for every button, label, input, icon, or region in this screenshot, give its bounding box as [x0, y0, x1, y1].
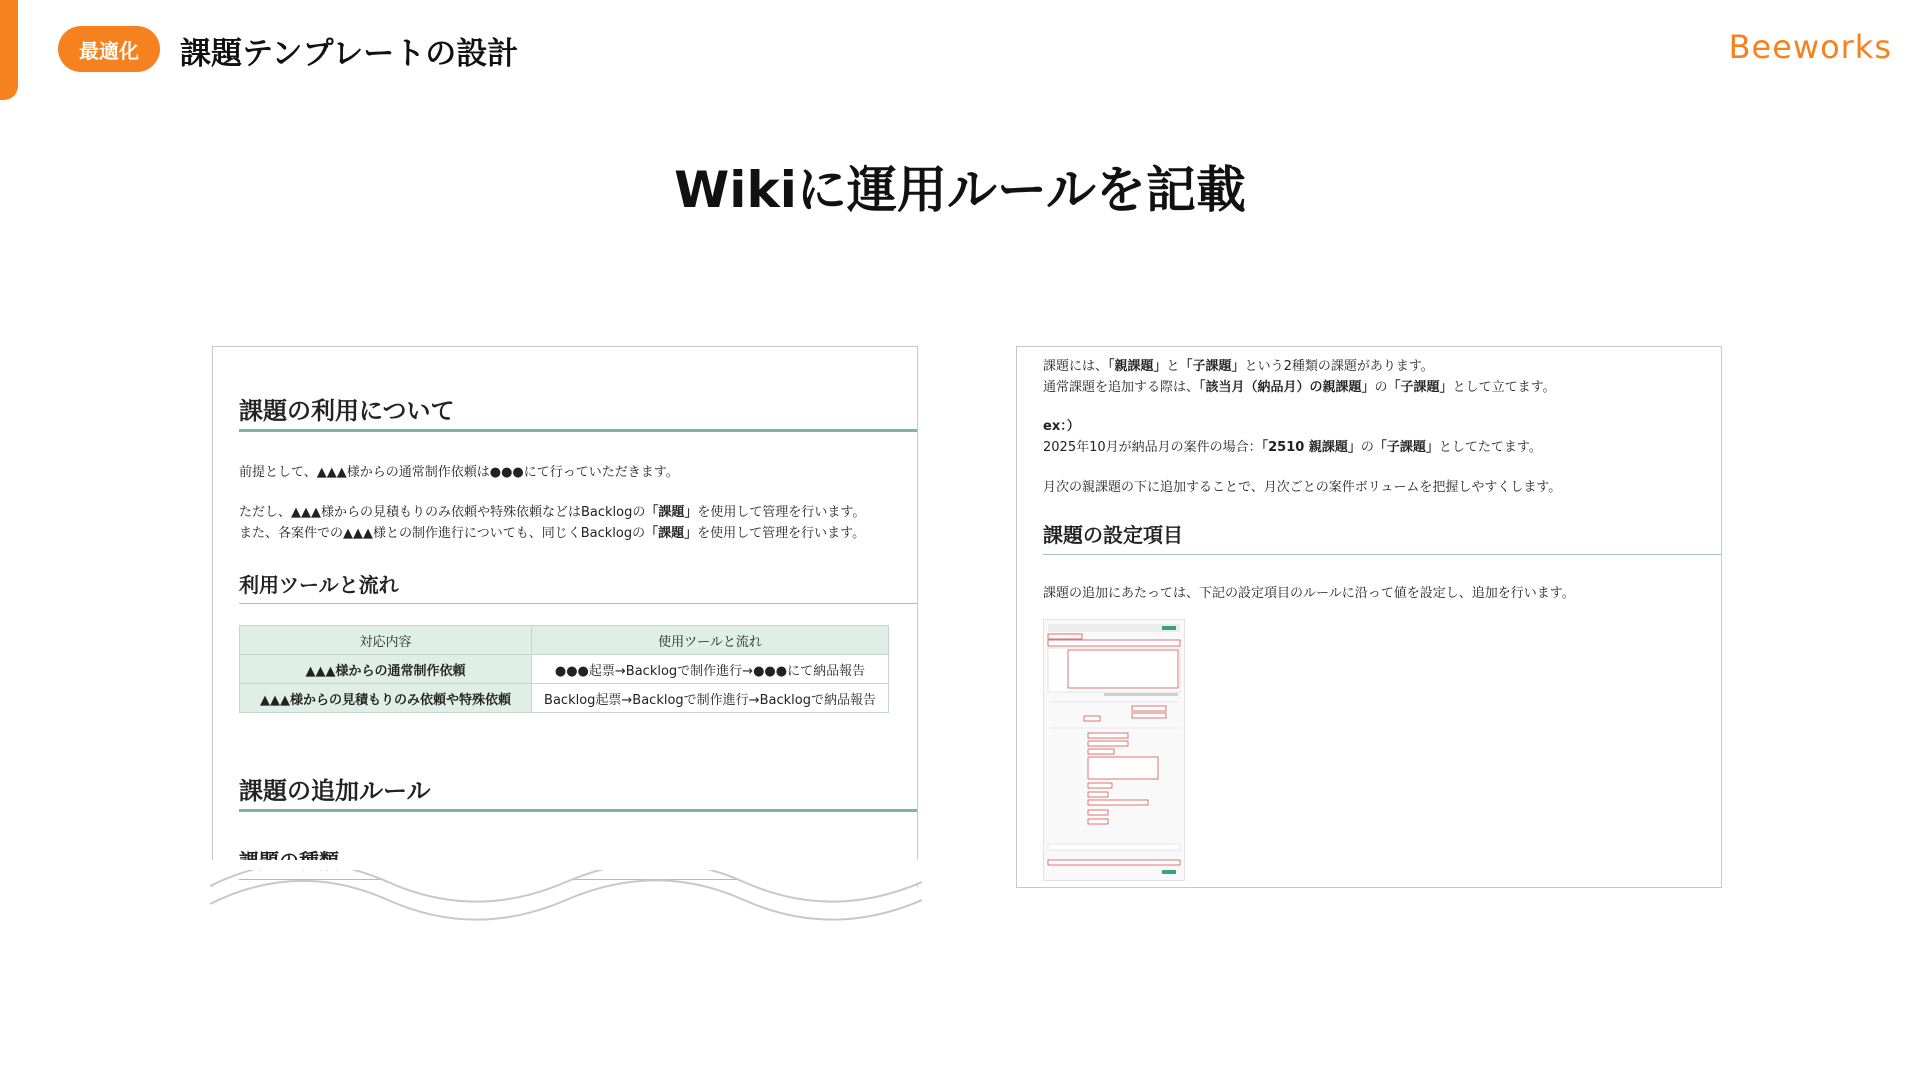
paragraph-monthly: 月次の親課題の下に追加することで、月次ごとの案件ボリュームを把握しやすくします。 — [1043, 480, 1562, 495]
heading-tools: 利用ツールと流れ — [239, 573, 399, 597]
table-row — [240, 655, 889, 684]
paragraph-add-rule: 通常課題を追加する際は、「該当月（納品月）の親課題」の「子課題」として立てます。 — [1043, 380, 1556, 395]
table-cell: ●●●起票→Backlogで制作進行→●●●にて納品報告 — [532, 655, 889, 684]
paragraph-premise: 前提として、▲▲▲様からの通常制作依頼は●●●にて行っていただきます。 — [239, 465, 679, 480]
table-cell: ▲▲▲様からの見積もりのみ依頼や特殊依頼 — [240, 684, 532, 713]
paragraph-issue-types: 課題には、「親課題」と「子課題」という2種類の課題があります。 — [1043, 359, 1434, 374]
wiki-excerpt-usage — [212, 346, 918, 887]
heading-usage: 課題の利用について — [239, 397, 455, 425]
table-cell: ▲▲▲様からの通常制作依頼 — [240, 655, 532, 684]
heading-settings: 課題の設定項目 — [1043, 523, 1183, 547]
divider — [239, 603, 917, 604]
beeworks-logo: Beeworks — [1728, 28, 1892, 66]
slide-main-heading: Wikiに運用ルールを記載 — [674, 161, 1246, 219]
divider — [239, 809, 917, 812]
example-label: ex：） — [1043, 419, 1080, 434]
issue-form-screenshot-thumbnail — [1043, 619, 1185, 881]
heading-add-rules: 課題の追加ルール — [239, 777, 431, 805]
table-row — [240, 684, 889, 713]
table-header-cell: 対応内容 — [240, 626, 532, 655]
divider — [239, 429, 917, 432]
form-mockup-graphic — [1044, 620, 1184, 880]
orange-tab-accent — [0, 0, 18, 100]
wiki-excerpt-settings — [1016, 346, 1722, 888]
divider — [1043, 554, 1721, 555]
tools-table — [239, 625, 889, 713]
paragraph-backlog-1: ただし、▲▲▲様からの見積もりのみ依頼や特殊依頼などはBacklogの「課題」を使用して管理を行います。 — [239, 505, 866, 520]
paragraph-example: 2025年10月が納品月の案件の場合：「2510 親課題」の「子課題」としてたてます。 — [1043, 440, 1542, 455]
wavy-cut-edge — [210, 860, 922, 930]
category-badge: 最適化 — [58, 26, 160, 72]
table-cell: Backlog起票→Backlogで制作進行→Backlogで納品報告 — [532, 684, 889, 713]
table-header-cell: 使用ツールと流れ — [532, 626, 889, 655]
page-title: 課題テンプレートの設計 — [180, 36, 519, 72]
paragraph-settings-rule: 課題の追加にあたっては、下記の設定項目のルールに沿って値を設定し、追加を行います。 — [1043, 586, 1575, 601]
table-header-row — [240, 626, 889, 655]
paragraph-backlog-2: また、各案件での▲▲▲様との制作進行についても、同じくBacklogの「課題」を使用して管理を行います。 — [239, 526, 866, 541]
